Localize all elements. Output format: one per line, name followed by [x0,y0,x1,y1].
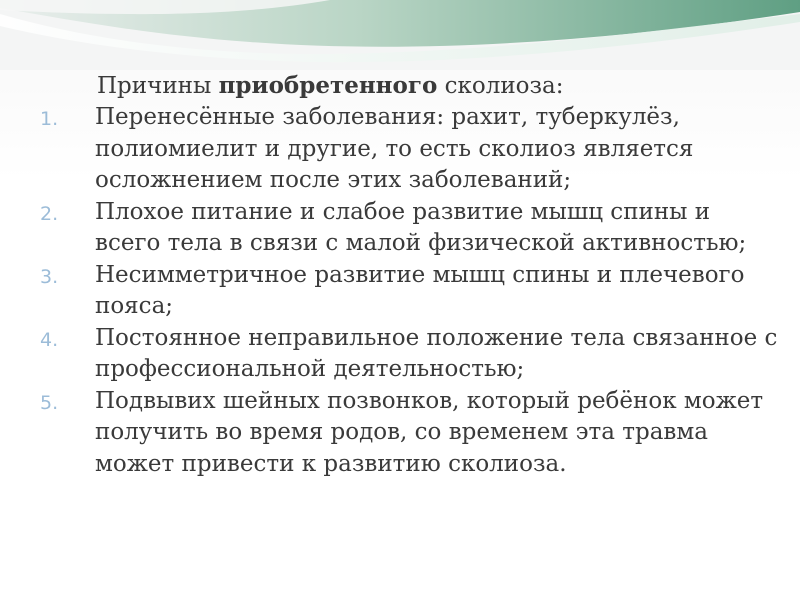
list-item-number: 1. [40,108,59,130]
list-item-text: Перенесённые заболевания: рахит, туберкулёз, полиомиелит и другие, то есть сколиоз является осложнением после этих заболеваний; [95,104,694,193]
slide-heading [97,70,780,102]
list-item-number: 3. [40,265,59,288]
header-wave-decoration [0,0,800,70]
list-item [40,323,780,386]
list-item-text: Плохое питание и слабое развитие мышц спины и всего тела в связи с малой физической активностью; [95,198,747,256]
heading-bold: приобретенного [218,72,438,99]
causes-list [40,102,780,480]
list-item-number: 4. [40,328,59,351]
slide-content [40,70,780,480]
list-item [40,260,780,323]
heading-suffix: сколиоза: [437,73,564,99]
list-item [40,197,780,260]
list-item [40,386,780,481]
list-item-number: 5. [40,391,59,414]
list-item-text: Постоянное неправильное положение тела связанное с профессиональной деятельностью; [95,324,778,382]
list-item [40,102,780,197]
list-item-text: Подвывих шейных позвонков, который ребёнок может получить во время родов, со временем эта травма может привести к развитию сколиоза. [95,387,764,477]
list-item-text: Несимметричное развитие мышц спины и плечевого пояса; [95,261,745,319]
list-item-number: 2. [40,202,59,225]
heading-prefix: Причины [97,73,219,99]
